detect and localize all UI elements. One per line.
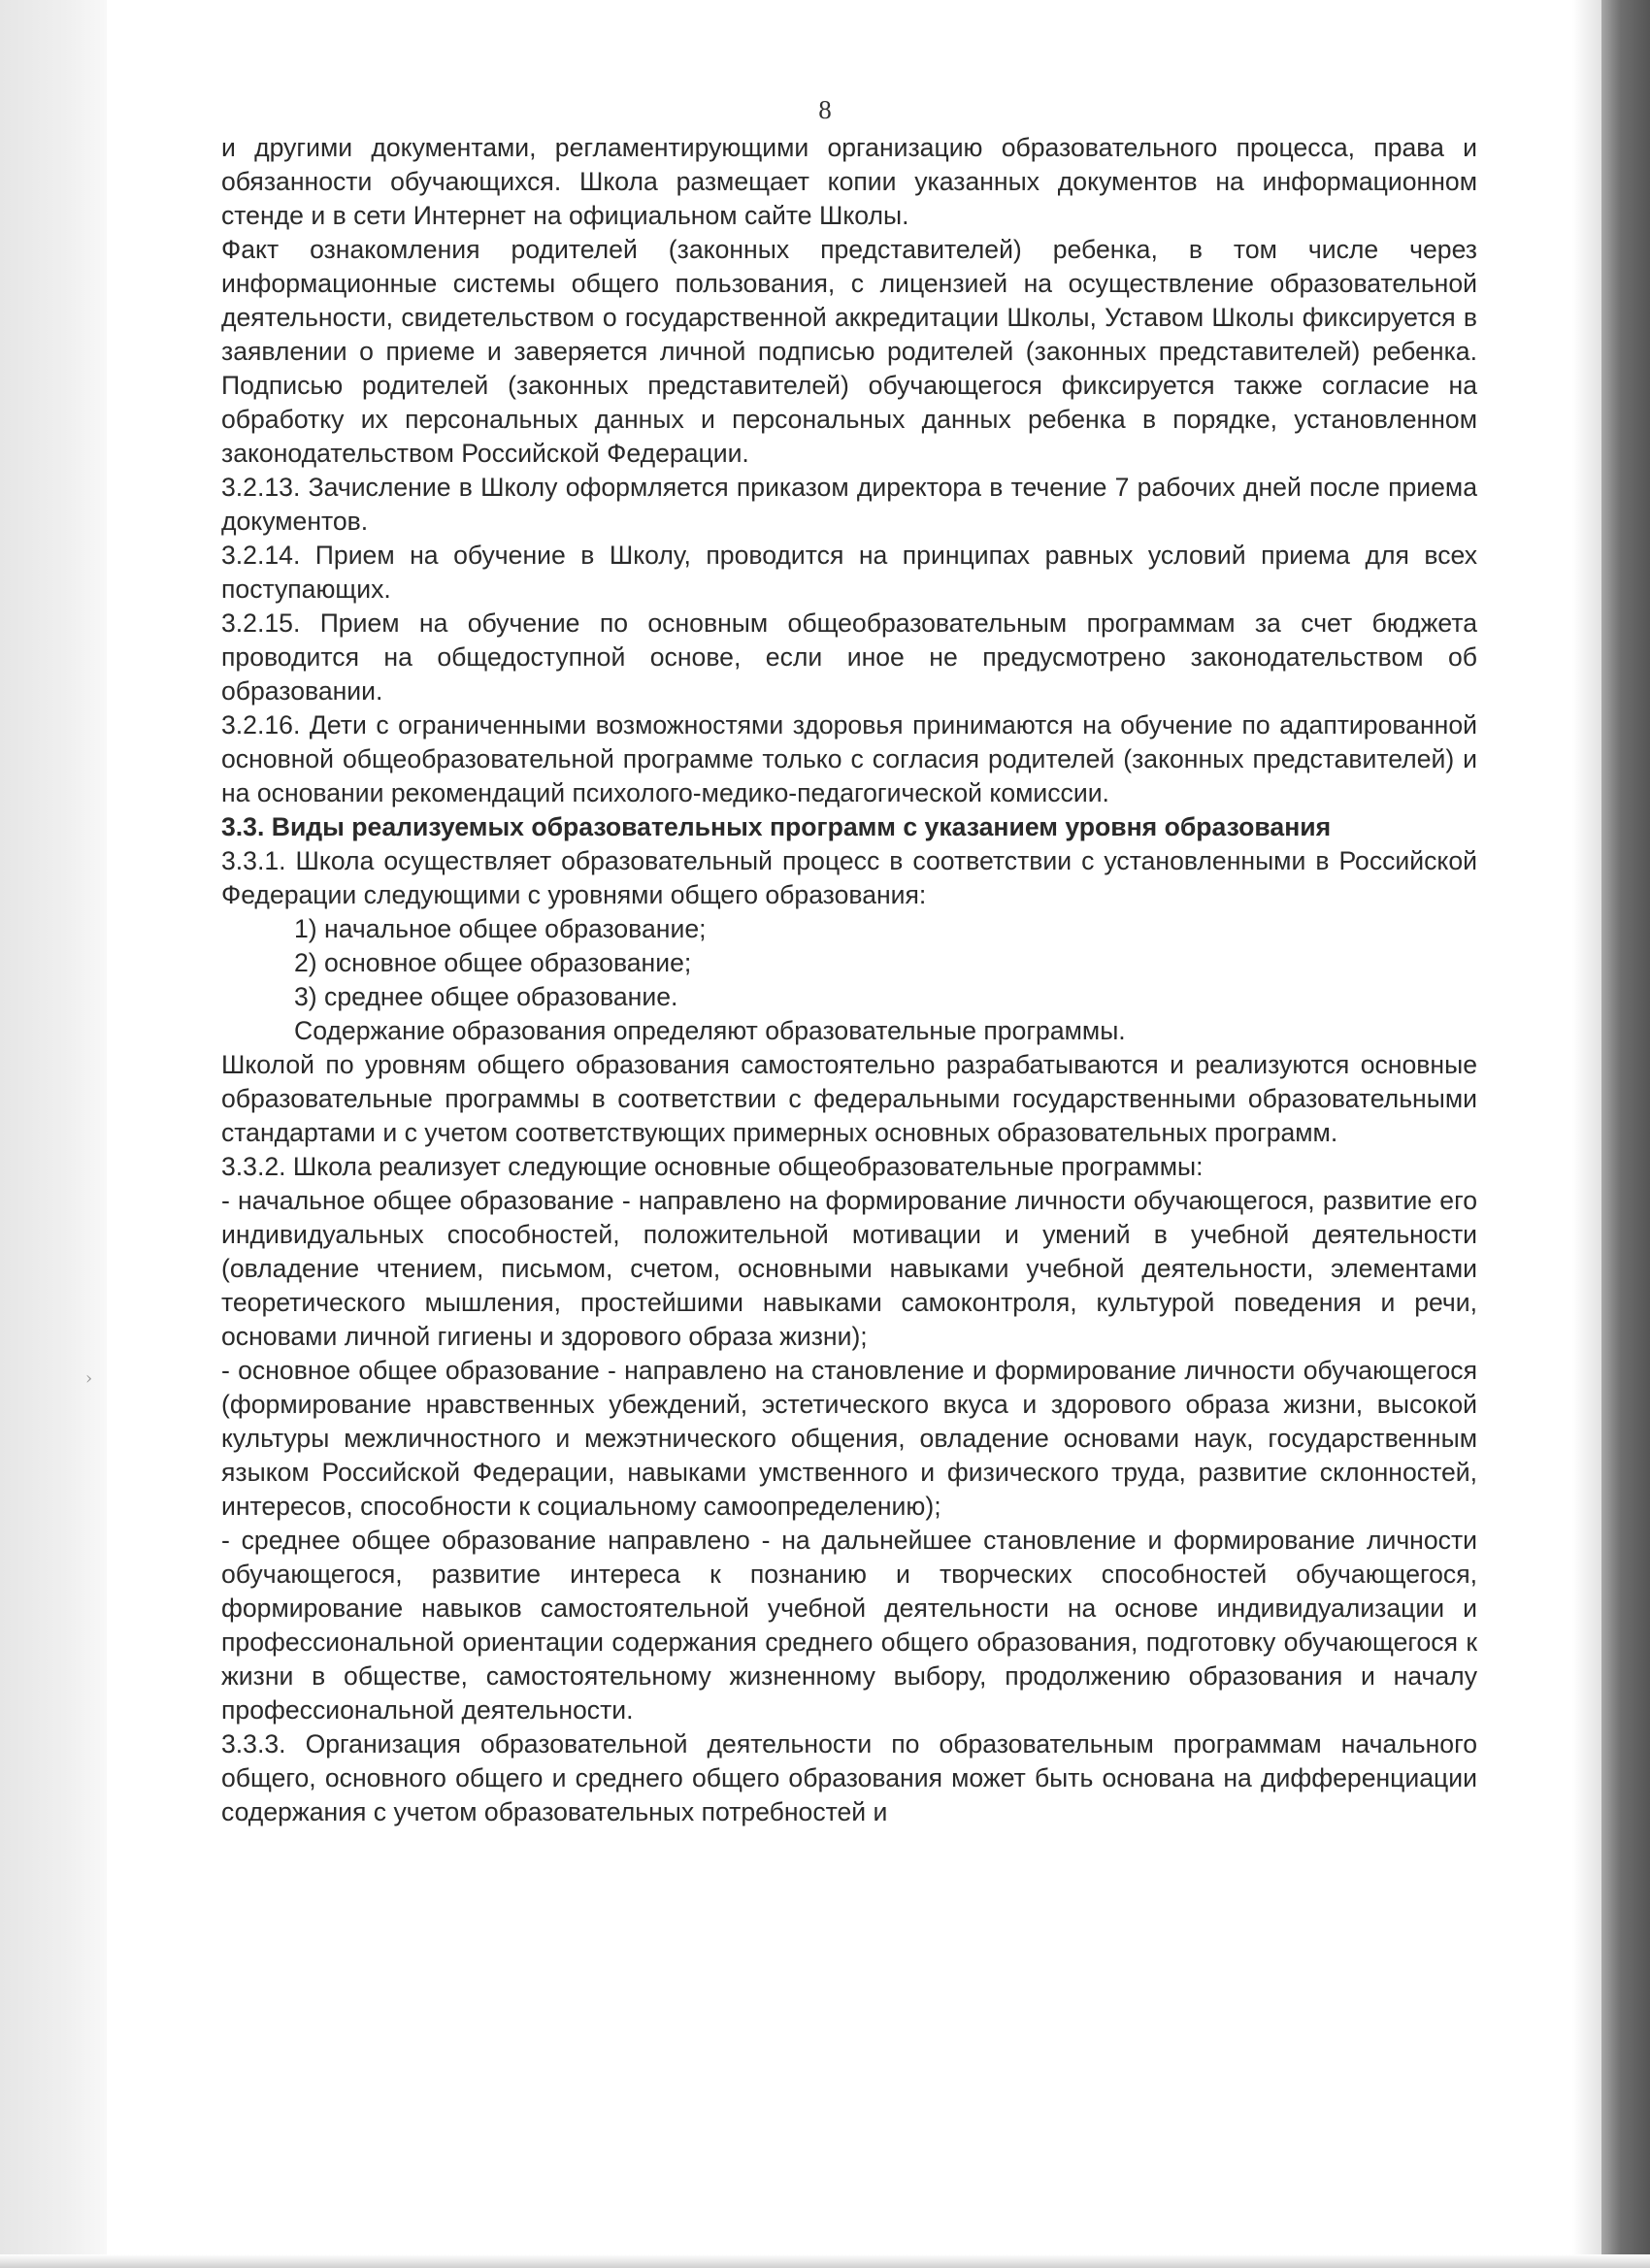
paragraph-3-3-1: 3.3.1. Школа осуществляет образовательный процесс в соответствии с установленными в Российской Федерации следующими с уровнями общего образования: <box>221 846 1477 909</box>
page-number: 8 <box>818 95 832 124</box>
margin-mark: › <box>85 1368 93 1389</box>
scan-right-edge <box>1601 0 1650 2268</box>
paragraph-3-2-14: 3.2.14. Прием на обучение в Школу, проводится на принципах равных условий приема для всех поступающих. <box>221 541 1477 604</box>
paragraph-3-3-2: 3.3.2. Школа реализует следующие основные общеобразовательные программы: <box>221 1152 1204 1181</box>
scan-bottom-edge <box>0 2254 1650 2268</box>
scan-left-margin <box>0 0 107 2268</box>
level-item: 3) среднее общее образование. <box>294 982 678 1011</box>
content-note: Содержание образования определяют образовательные программы. <box>294 1016 1126 1045</box>
paragraph-3-3-3: 3.3.3. Организация образовательной деятельности по образовательным программам начального общего, основного общего и среднего общего образования может быть основана на дифференциации содержания с учетом образовательных потребностей и <box>221 1729 1477 1826</box>
paragraph-school-programs: Школой по уровням общего образования самостоятельно разрабатываются и реализуются основные образовательные программы в соответствии с федеральными государственными образовательными стандартами и с учетом соответствующих примерных основных образовательных программ. <box>221 1050 1477 1147</box>
paragraph-3-2-15: 3.2.15. Прием на обучение по основным общеобразовательным программам за счет бюджета проводится на общедоступной основе, если иное не предусмотрено законодательством об образовании. <box>221 608 1477 706</box>
level-item: 2) основное общее образование; <box>294 948 692 977</box>
paragraph-3-2-16: 3.2.16. Дети с ограниченными возможностями здоровья принимаются на обучение по адаптированной основной общеобразовательной программе только с согласия родителей (законных представителей) и на основании рекомендаций психолого-медико-педагогической комиссии. <box>221 710 1477 807</box>
section-heading-3-3: 3.3. Виды реализуемых образовательных программ с указанием уровня образования <box>221 812 1332 841</box>
program-basic: - основное общее образование - направлено на становление и формирование личности обучающегося (формирование нравственных убеждений, эстетического вкуса и здорового образа жизни, высокой культуры межличностного и межэтнического общения, овладение основами наук, государственным языком Российской Федерации, навыками умственного и физического труда, развитие склонностей, интересов, способности к социальному самоопределению); <box>221 1356 1477 1521</box>
paragraph-acquaintance: Факт ознакомления родителей (законных представителей) ребенка, в том числе через информационные системы общего пользования, с лицензией на осуществление образовательной деятельности, свидетельством о государственной аккредитации Школы, Уставом Школы фиксируется в заявлении о приеме и заверяется личной подписью родителей (законных представителей) ребенка. Подписью родителей (законных представителей) обучающегося фиксируется также согласие на обработку их персональных данных и персональных данных ребенка в порядке, установленном законодательством Российской Федерации. <box>221 235 1477 468</box>
level-item: 1) начальное общее образование; <box>294 914 707 943</box>
document-body <box>221 131 1477 1829</box>
program-secondary: - среднее общее образование направлено - на дальнейшее становление и формирование личности обучающегося, развитие интереса к познанию и творческих способностей обучающегося, формирование навыков самостоятельной учебной деятельности на основе индивидуализации и профессиональной ориентации содержания среднего общего образования, подготовку обучающегося к жизни в обществе, самостоятельному жизненному выбору, продолжению образования и началу профессиональной деятельности. <box>221 1526 1477 1725</box>
paragraph-3-2-13: 3.2.13. Зачисление в Школу оформляется приказом директора в течение 7 рабочих дней после приема документов. <box>221 473 1477 536</box>
program-primary: - начальное общее образование - направлено на формирование личности обучающегося, развитие его индивидуальных способностей, положительной мотивации и умений в учебной деятельности (овладение чтением, письмом, счетом, основными навыками учебной деятельности, элементами теоретического мышления, простейшими навыками самоконтроля, культурой поведения и речи, основами личной гигиены и здорового образа жизни); <box>221 1186 1477 1351</box>
scan-right-shade <box>1572 0 1601 2268</box>
paragraph-documents: и другими документами, регламентирующими организацию образовательного процесса, права и обязанности обучающихся. Школа размещает копии указанных документов на информационном стенде и в сети Интернет на официальном сайте Школы. <box>221 133 1477 230</box>
